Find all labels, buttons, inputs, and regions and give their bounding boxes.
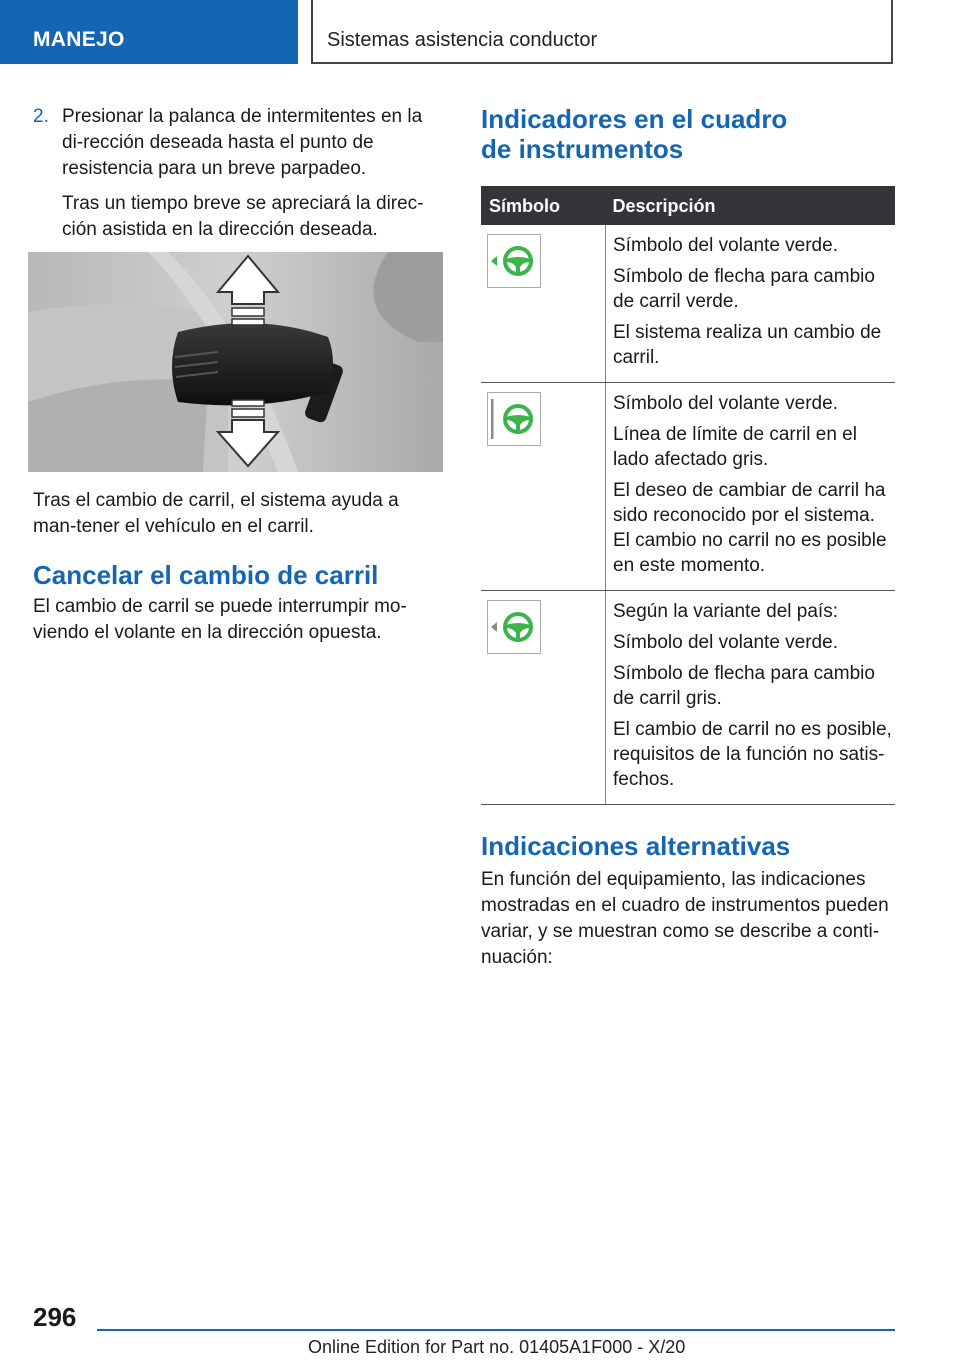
cancel-text: El cambio de carril se puede interrumpir mo-viendo el volante en la dirección opuesta. bbox=[33, 596, 407, 643]
edition-text: Online Edition for Part no. 01405A1F000 - X/20 bbox=[308, 1337, 686, 1357]
footer-divider bbox=[97, 1329, 895, 1331]
description-line: Símbolo del volante verde. bbox=[613, 632, 838, 653]
table-row bbox=[481, 225, 895, 383]
indicators-heading bbox=[481, 104, 895, 164]
description-line: Según la variante del país: bbox=[613, 601, 838, 622]
left-column-lower bbox=[33, 488, 447, 646]
step-note: Tras un tiempo breve se apreciará la direc-ción asistida en la dirección deseada. bbox=[62, 193, 424, 240]
right-column bbox=[481, 104, 895, 971]
description-line: El sistema realiza un cambio de carril. bbox=[613, 322, 882, 368]
header-description: Descripción bbox=[606, 186, 896, 225]
cancel-heading: Cancelar el cambio de carril bbox=[33, 560, 379, 590]
header-symbol: Símbolo bbox=[481, 186, 606, 225]
steering-wheel-green-arrow-left-icon bbox=[487, 234, 541, 288]
description-line: Símbolo de flecha para cambio de carril verde. bbox=[613, 266, 875, 312]
description-line: Símbolo del volante verde. bbox=[613, 235, 838, 256]
steering-wheel-green-arrow-grey-icon bbox=[487, 600, 541, 654]
description-cell bbox=[606, 225, 896, 383]
table-header-row bbox=[481, 186, 895, 225]
symbol-cell bbox=[481, 591, 606, 805]
indicators-heading-line2: de instrumentos bbox=[481, 134, 684, 164]
table-row bbox=[481, 383, 895, 591]
turn-signal-lever-photo bbox=[28, 252, 443, 472]
description-cell bbox=[606, 383, 896, 591]
description-cell bbox=[606, 591, 896, 805]
indicators-table bbox=[481, 186, 895, 805]
step-item bbox=[33, 104, 447, 243]
description-line: Línea de límite de carril en el lado afectado gris. bbox=[613, 424, 857, 470]
description-line: Símbolo de flecha para cambio de carril gris. bbox=[613, 663, 875, 709]
symbol-cell bbox=[481, 383, 606, 591]
indicators-heading-line1: Indicadores en el cuadro bbox=[481, 104, 788, 134]
chapter-title: Sistemas asistencia conductor bbox=[327, 29, 598, 51]
description-line: Símbolo del volante verde. bbox=[613, 393, 838, 414]
after-photo-text: Tras el cambio de carril, el sistema ayuda a man-tener el vehículo en el carril. bbox=[33, 490, 399, 537]
alt-heading: Indicaciones alternativas bbox=[481, 831, 791, 861]
symbol-cell bbox=[481, 225, 606, 383]
left-column bbox=[33, 104, 447, 252]
table-row bbox=[481, 591, 895, 805]
step-text: Presionar la palanca de intermitentes en la di-rección deseada hasta el punto de resistencia para un breve parpadeo. bbox=[62, 106, 423, 179]
section-tab bbox=[0, 0, 298, 64]
step-number: 2. bbox=[33, 106, 49, 127]
section-title: MANEJO bbox=[33, 28, 125, 51]
description-line: El deseo de cambiar de carril ha sido reconocido por el sistema. El cambio no carril no es posible en este momento. bbox=[613, 480, 887, 576]
alt-text: En función del equipamiento, las indicaciones mostradas en el cuadro de instrumentos pueden variar, y se muestran como se describe a conti-nuación: bbox=[481, 869, 889, 968]
lever-illustration bbox=[28, 252, 443, 472]
chapter-tab bbox=[311, 0, 893, 64]
page-number: 296 bbox=[33, 1302, 77, 1332]
description-line: El cambio de carril no es posible, requisitos de la función no satis-fechos. bbox=[613, 719, 892, 790]
steering-wheel-green-lane-line-icon bbox=[487, 392, 541, 446]
